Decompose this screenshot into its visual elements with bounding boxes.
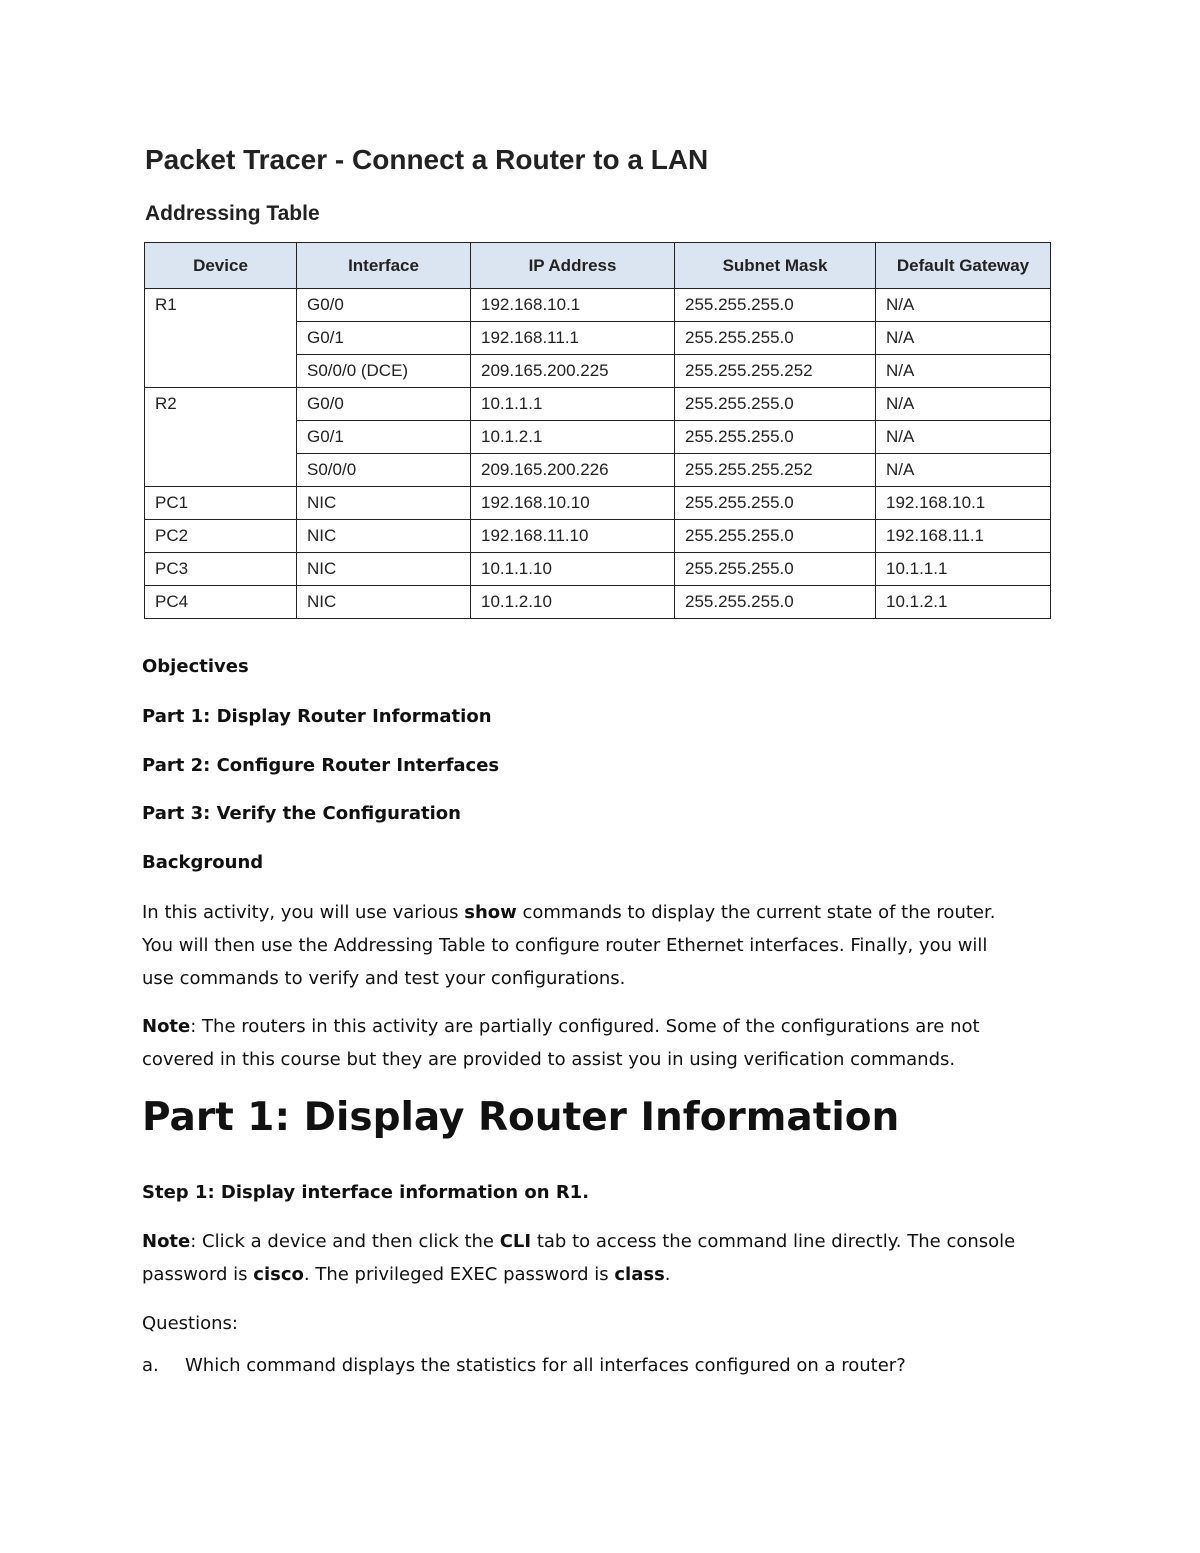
exec-password-text: class (614, 1264, 665, 1285)
text-run: commands to display the current state of the router. (516, 902, 996, 923)
question-marker: a. (142, 1355, 159, 1376)
objective-part-2: Part 2: Configure Router Interfaces (142, 755, 500, 776)
background-line-3: use commands to verify and test your configurations. (142, 968, 626, 989)
interface-cell: NIC (297, 586, 471, 619)
part1-note (142, 1225, 1015, 1291)
question-text: Which command displays the statistics for all interfaces configured on a router? (185, 1355, 906, 1376)
gateway-cell: N/A (876, 355, 1051, 388)
interface-cell: G0/1 (297, 322, 471, 355)
mask-cell: 255.255.255.252 (675, 454, 876, 487)
table-row (145, 388, 1051, 421)
ip-cell: 192.168.11.10 (471, 520, 675, 553)
device-cell: R2 (145, 388, 297, 487)
gateway-cell: N/A (876, 421, 1051, 454)
ip-cell: 10.1.2.10 (471, 586, 675, 619)
header-ip-address: IP Address (471, 243, 675, 289)
gateway-cell: 10.1.2.1 (876, 586, 1051, 619)
cli-text: CLI (499, 1231, 532, 1252)
console-password-text: cisco (253, 1264, 304, 1285)
table-row (145, 289, 1051, 322)
gateway-cell: N/A (876, 322, 1051, 355)
mask-cell: 255.255.255.0 (675, 289, 876, 322)
questions-label: Questions: (142, 1313, 238, 1334)
mask-cell: 255.255.255.0 (675, 322, 876, 355)
interface-cell: S0/0/0 (297, 454, 471, 487)
table-row (145, 553, 1051, 586)
text-run: In this activity, you will use various (142, 902, 465, 923)
gateway-cell: N/A (876, 454, 1051, 487)
mask-cell: 255.255.255.0 (675, 487, 876, 520)
gateway-cell: 192.168.11.1 (876, 520, 1051, 553)
header-device: Device (145, 243, 297, 289)
ip-cell: 209.165.200.225 (471, 355, 675, 388)
interface-cell: NIC (297, 487, 471, 520)
mask-cell: 255.255.255.0 (675, 520, 876, 553)
addressing-table (144, 242, 1051, 619)
gateway-cell: 10.1.1.1 (876, 553, 1051, 586)
table-row (145, 586, 1051, 619)
background-heading: Background (142, 852, 264, 873)
header-interface: Interface (297, 243, 471, 289)
note-label: Note (142, 1231, 191, 1252)
background-note (142, 1010, 980, 1076)
mask-cell: 255.255.255.0 (675, 586, 876, 619)
interface-cell: NIC (297, 520, 471, 553)
text-run: . The privileged EXEC password is (303, 1264, 615, 1285)
mask-cell: 255.255.255.0 (675, 553, 876, 586)
text-run: tab to access the command line directly. The console (531, 1231, 1016, 1252)
device-cell: PC3 (145, 553, 297, 586)
text-run: . (664, 1264, 671, 1285)
table-row (145, 520, 1051, 553)
interface-cell: S0/0/0 (DCE) (297, 355, 471, 388)
addressing-table-title: Addressing Table (145, 202, 320, 225)
mask-cell: 255.255.255.0 (675, 388, 876, 421)
objectives-heading: Objectives (142, 656, 249, 677)
question-a (142, 1355, 906, 1376)
ip-cell: 209.165.200.226 (471, 454, 675, 487)
objective-part-3: Part 3: Verify the Configuration (142, 803, 461, 824)
ip-cell: 10.1.1.1 (471, 388, 675, 421)
note-line-1 (142, 1010, 980, 1043)
header-subnet-mask: Subnet Mask (675, 243, 876, 289)
mask-cell: 255.255.255.252 (675, 355, 876, 388)
interface-cell: G0/0 (297, 289, 471, 322)
ip-cell: 192.168.10.1 (471, 289, 675, 322)
text-run: : Click a device and then click the (190, 1231, 500, 1252)
device-cell: R1 (145, 289, 297, 388)
interface-cell: NIC (297, 553, 471, 586)
ip-cell: 10.1.1.10 (471, 553, 675, 586)
document-title: Packet Tracer - Connect a Router to a LAN (145, 144, 709, 175)
background-paragraph (142, 896, 995, 995)
background-line-1 (142, 896, 995, 929)
note-line-2: covered in this course but they are provided to assist you in using verification commands. (142, 1049, 956, 1070)
part1-heading: Part 1: Display Router Information (142, 1095, 900, 1140)
objective-part-1: Part 1: Display Router Information (142, 706, 492, 727)
show-command-text: show (464, 902, 517, 923)
table-header-row (145, 243, 1051, 289)
interface-cell: G0/1 (297, 421, 471, 454)
text-run: password is (142, 1264, 254, 1285)
background-line-2: You will then use the Addressing Table to configure router Ethernet interfaces. Finally, you will (142, 935, 988, 956)
gateway-cell: N/A (876, 289, 1051, 322)
part1-note-line-2 (142, 1258, 1015, 1291)
device-cell: PC4 (145, 586, 297, 619)
device-cell: PC1 (145, 487, 297, 520)
gateway-cell: 192.168.10.1 (876, 487, 1051, 520)
ip-cell: 10.1.2.1 (471, 421, 675, 454)
text-run: : The routers in this activity are partially configured. Some of the configurations are not (190, 1016, 980, 1037)
device-cell: PC2 (145, 520, 297, 553)
gateway-cell: N/A (876, 388, 1051, 421)
interface-cell: G0/0 (297, 388, 471, 421)
ip-cell: 192.168.10.10 (471, 487, 675, 520)
note-label: Note (142, 1016, 191, 1037)
part1-note-line-1 (142, 1225, 1015, 1258)
table-row (145, 487, 1051, 520)
mask-cell: 255.255.255.0 (675, 421, 876, 454)
header-default-gateway: Default Gateway (876, 243, 1051, 289)
step1-heading: Step 1: Display interface information on R1. (142, 1182, 590, 1203)
ip-cell: 192.168.11.1 (471, 322, 675, 355)
